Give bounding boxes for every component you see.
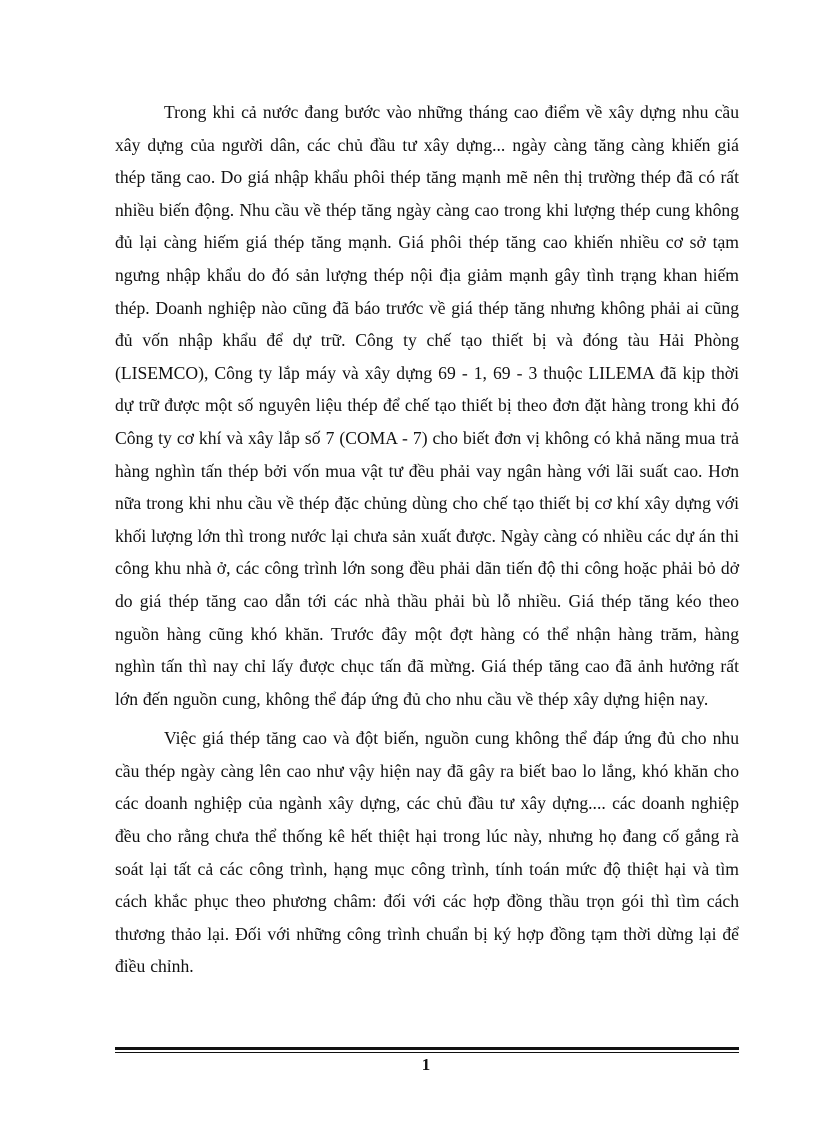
footer-divider: [115, 1047, 739, 1054]
footer-divider-thin-line: [115, 1052, 739, 1053]
page-number: 1: [421, 1055, 431, 1074]
document-body: [115, 96, 739, 983]
paragraph-steel-price-impact: Trong khi cả nước đang bước vào những tháng cao điểm về xây dựng nhu cầu xây dựng của người dân, các chủ đầu tư xây dựng... ngày càng tăng càng khiến giá thép tăng cao. Do giá nhập khẩu phôi thép tăng mạnh mẽ nên thị trường thép đã có rất nhiều biến động. Nhu cầu về thép tăng ngày càng cao trong khi lượng thép cung không đủ lại càng hiếm giá thép tăng mạnh. Giá phôi thép tăng cao khiến nhiều cơ sở tạm ngưng nhập khẩu do đó sản lượng thép nội địa giảm mạnh gây tình trạng khan hiếm thép. Doanh nghiệp nào cũng đã báo trước về giá thép tăng nhưng không phải ai cũng đủ vốn nhập khẩu để dự trữ. Công ty chế tạo thiết bị và đóng tàu Hải Phòng (LISEMCO), Công ty lắp máy và xây dựng 69 - 1, 69 - 3 thuộc LILEMA đã kịp thời dự trữ được một số nguyên liệu thép để chế tạo thiết bị theo đơn đặt hàng trong khi đó Công ty cơ khí và xây lắp số 7 (COMA - 7) cho biết đơn vị không có khả năng mua trả hàng nghìn tấn thép bởi vốn mua vật tư đều phải vay ngân hàng với lãi suất cao. Hơn nữa trong khi nhu cầu về thép đặc chủng dùng cho chế tạo thiết bị cơ khí xây dựng với khối lượng lớn thì trong nước lại chưa sản xuất được. Ngày càng có nhiều các dự án thi công khu nhà ở, các công trình lớn song đều phải dãn tiến độ thi công hoặc phải bỏ dở do giá thép tăng cao dẫn tới các nhà thầu phải bù lỗ nhiều. Giá thép tăng kéo theo nguồn hàng cũng khó khăn. Trước đây một đợt hàng có thể nhận hàng trăm, hàng nghìn tấn thì nay chỉ lấy được chục tấn đã mừng. Giá thép tăng cao đã ảnh hưởng rất lớn đến nguồn cung, không thể đáp ứng đủ cho nhu cầu về thép xây dựng hiện nay.: [115, 102, 739, 709]
paragraph-enterprise-response: Việc giá thép tăng cao và đột biến, nguồn cung không thể đáp ứng đủ cho nhu cầu thép ngày càng lên cao như vậy hiện nay đã gây ra biết bao lo lắng, khó khăn cho các doanh nghiệp của ngành xây dựng, các chủ đầu tư xây dựng.... các doanh nghiệp đều cho rằng chưa thể thống kê hết thiệt hại trong lúc này, nhưng họ đang cố gắng rà soát lại tất cả các công trình, hạng mục công trình, tính toán mức độ thiệt hại và tìm cách khắc phục theo phương châm: đối với các hợp đồng thầu trọn gói thì tìm cách thương thảo lại. Đối với những công trình chuẩn bị ký hợp đồng tạm thời dừng lại để điều chỉnh.: [115, 728, 739, 977]
footer-divider-thick-line: [115, 1047, 739, 1050]
